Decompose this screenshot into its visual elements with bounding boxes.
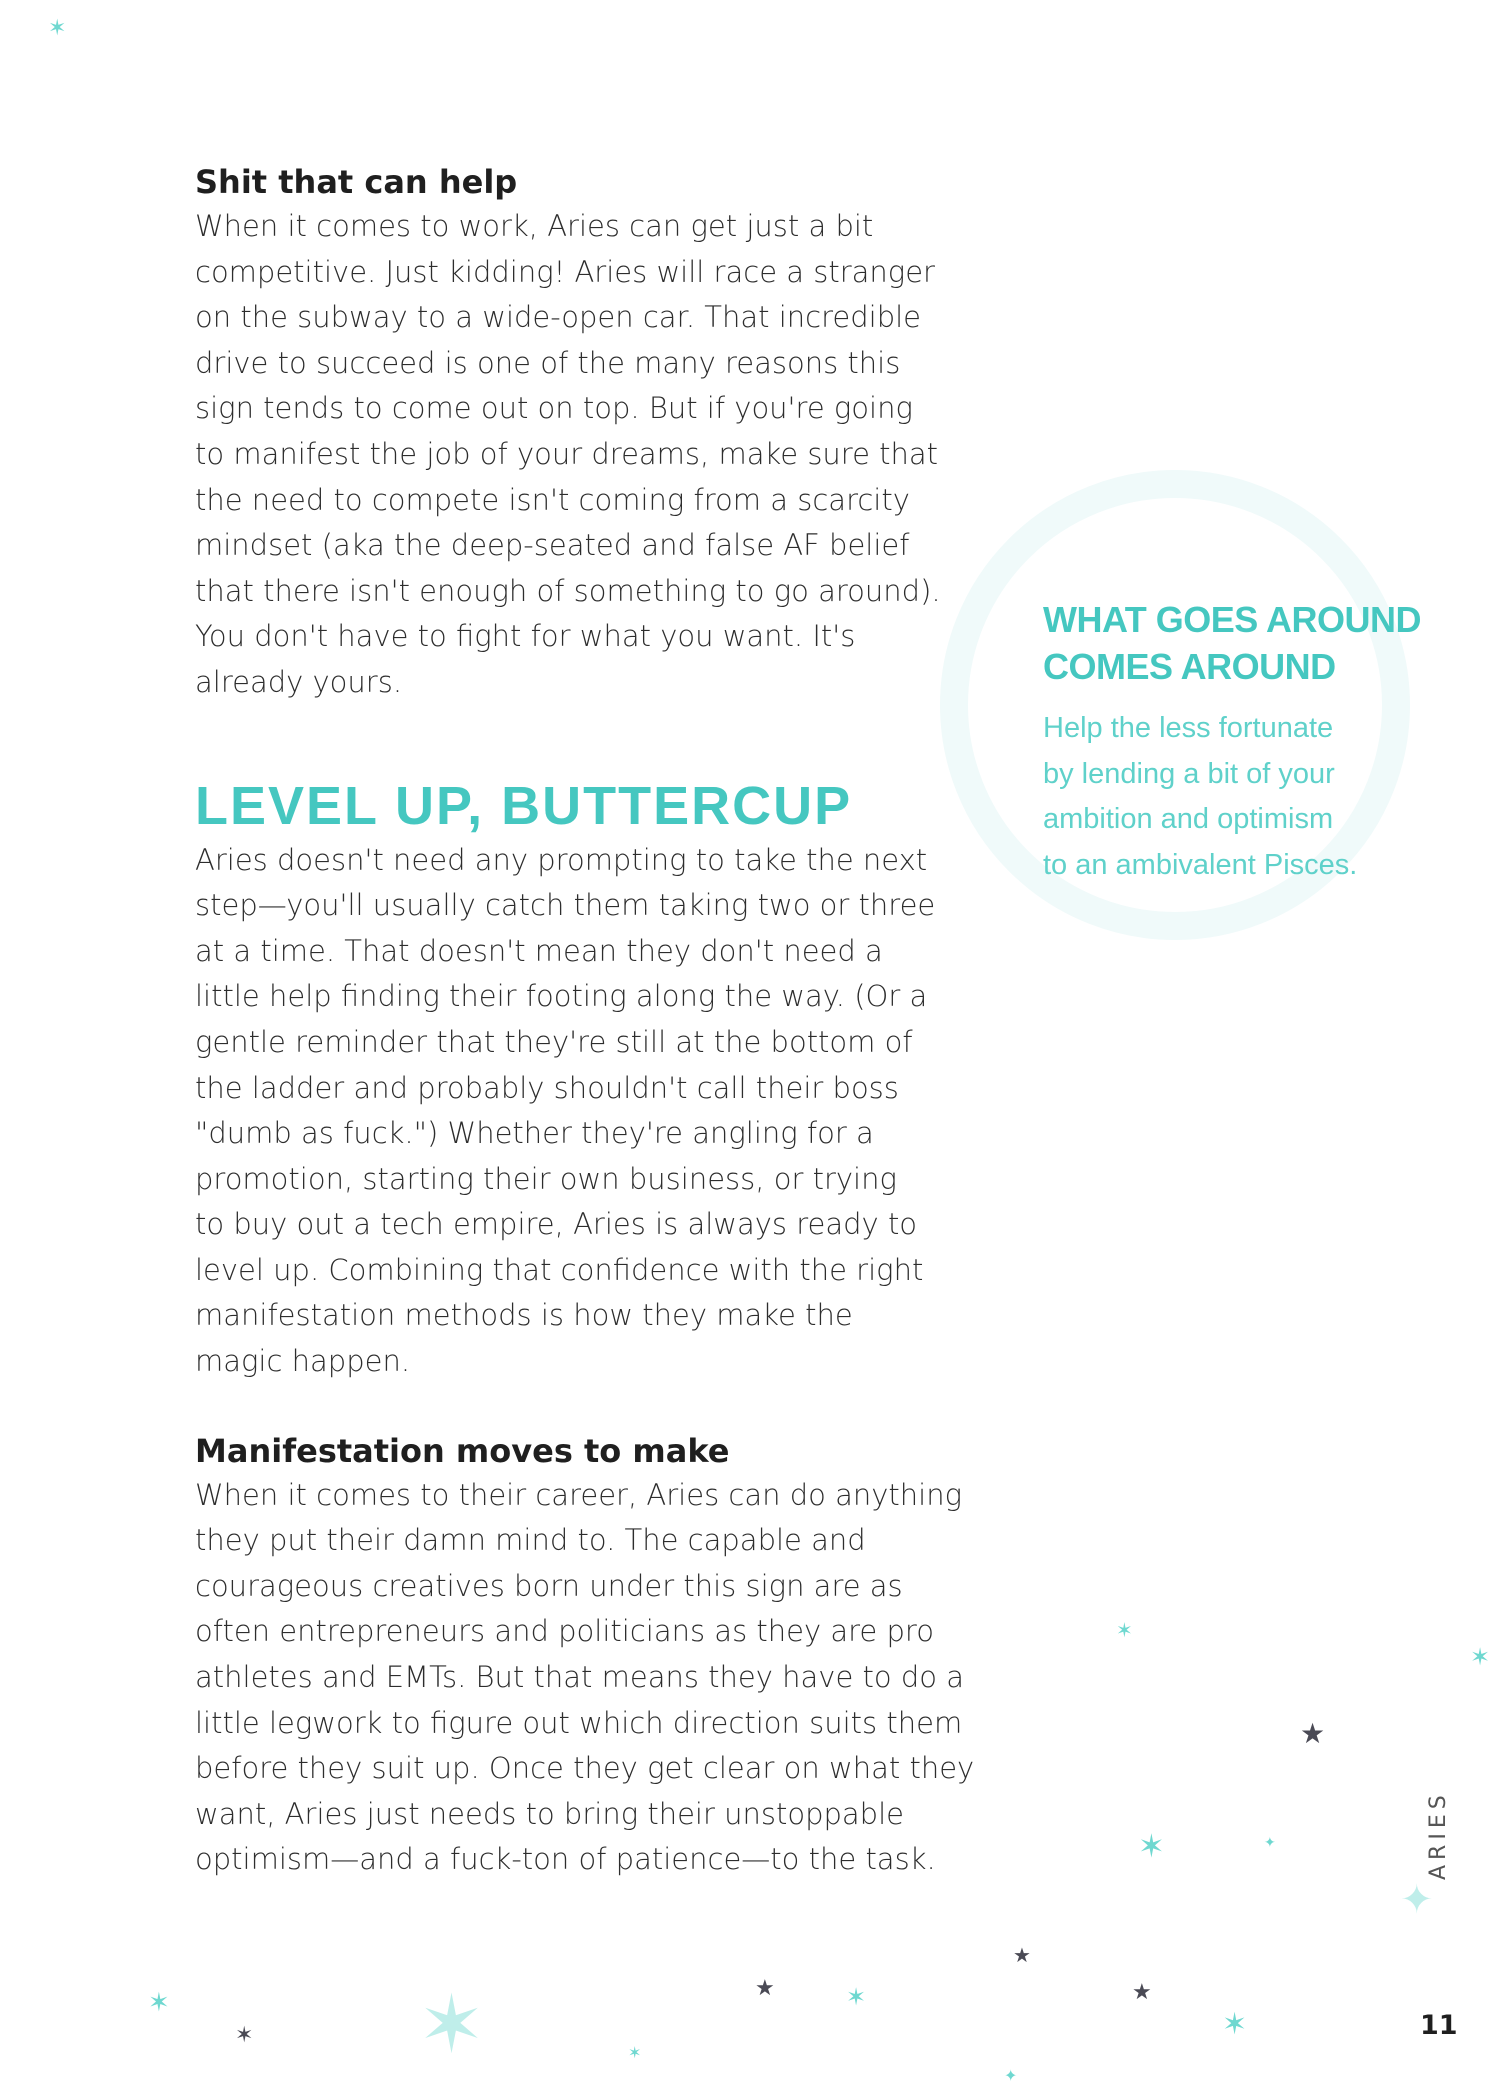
moves-line: When it comes to their career, Aries can do anything bbox=[195, 1477, 962, 1512]
moves-line: optimism—and a fuck-ton of patience—to the task. bbox=[195, 1842, 936, 1877]
star-icon: ✶ bbox=[1138, 1827, 1165, 1865]
star-icon: ✶ bbox=[1470, 1643, 1491, 1671]
level-up-line: "dumb as fuck.") Whether they're angling for a bbox=[195, 1116, 874, 1151]
help-line: to manifest the job of your dreams, make sure that bbox=[195, 436, 939, 471]
star-icon: ✶ bbox=[418, 1978, 486, 2071]
star-icon: ✦ bbox=[1264, 1835, 1276, 1851]
moves-line: courageous creatives born under this sign are as bbox=[195, 1568, 903, 1603]
star-icon: ✦ bbox=[1400, 1877, 1434, 1923]
moves-line: they put their damn mind to. The capable and bbox=[195, 1523, 866, 1558]
star-icon: ✶ bbox=[846, 1983, 867, 2011]
star-icon: ✶ bbox=[48, 16, 67, 41]
star-icon: ✶ bbox=[1116, 1618, 1133, 1642]
moves-line: little legwork to figure out which direction suits them bbox=[195, 1705, 963, 1740]
level-up-line: at a time. That doesn't mean they don't need a bbox=[195, 933, 883, 968]
moves-line: athletes and EMTs. But that means they have to do a bbox=[195, 1660, 964, 1695]
sidebar-body-line: by lending a bit of your bbox=[1043, 757, 1335, 790]
moves-line: often entrepreneurs and politicians as they are pro bbox=[195, 1614, 934, 1649]
help-line: competitive. Just kidding! Aries will race a stranger bbox=[195, 254, 935, 289]
help-paragraph bbox=[195, 204, 941, 706]
help-heading: Shit that can help bbox=[195, 163, 518, 201]
help-line: When it comes to work, Aries can get just a bit bbox=[195, 209, 874, 243]
star-icon: ✶ bbox=[628, 2043, 642, 2062]
sidebar-callout bbox=[1043, 596, 1421, 888]
help-line: on the subway to a wide-open car. That incredible bbox=[195, 300, 922, 335]
help-line: the need to compete isn't coming from a scarcity bbox=[195, 482, 910, 517]
level-up-line: magic happen. bbox=[195, 1344, 411, 1379]
moves-line: want, Aries just needs to bring their unstoppable bbox=[195, 1796, 904, 1831]
level-up-paragraph bbox=[195, 838, 935, 1385]
level-up-line: manifestation methods is how they make the bbox=[195, 1298, 853, 1333]
level-up-line: step—you'll usually catch them taking two or three bbox=[195, 888, 936, 923]
main-column bbox=[195, 160, 975, 1883]
level-up-line: level up. Combining that confidence with the right bbox=[195, 1252, 924, 1287]
help-line: drive to succeed is one of the many reasons this bbox=[195, 345, 901, 380]
sidebar-body bbox=[1043, 706, 1373, 888]
level-up-line: Aries doesn't need any prompting to take the next bbox=[195, 842, 928, 877]
level-up-line: little help finding their footing along the way. (Or a bbox=[195, 979, 928, 1014]
star-icon: ★ bbox=[1300, 1717, 1326, 1750]
star-icon: ★ bbox=[1013, 1943, 1031, 1967]
sidebar-heading-line: WHAT GOES AROUND bbox=[1043, 599, 1421, 640]
help-line: mindset (aka the deep-seated and false AF belief bbox=[195, 528, 910, 563]
moves-heading: Manifestation moves to make bbox=[195, 1431, 730, 1470]
help-line: sign tends to come out on top. But if you're going bbox=[195, 391, 913, 426]
level-up-line: the ladder and probably shouldn't call their boss bbox=[195, 1070, 899, 1105]
level-up-line: to buy out a tech empire, Aries is always ready to bbox=[195, 1207, 918, 1242]
level-up-line: gentle reminder that they're still at the bottom of bbox=[195, 1024, 913, 1059]
level-up-heading: LEVEL UP, BUTTERCUP bbox=[195, 775, 853, 836]
sidebar-body-line: to an ambivalent Pisces. bbox=[1043, 848, 1358, 881]
star-icon: ✦ bbox=[1004, 2066, 1018, 2085]
star-icon: ★ bbox=[1132, 1980, 1152, 2005]
level-up-line: promotion, starting their own business, or trying bbox=[195, 1161, 897, 1196]
help-line: already yours. bbox=[195, 664, 403, 699]
star-icon: ★ bbox=[755, 1976, 775, 2001]
sidebar-body-line: Help the less fortunate bbox=[1043, 712, 1334, 744]
help-line: You don't have to fight for what you want. It's bbox=[195, 619, 856, 654]
sidebar-body-line: ambition and optimism bbox=[1043, 803, 1334, 835]
moves-line: before they suit up. Once they get clear on what they bbox=[195, 1751, 975, 1786]
help-line: that there isn't enough of something to go around). bbox=[195, 573, 941, 608]
sidebar-heading-line: COMES AROUND bbox=[1043, 646, 1336, 687]
star-icon: ✶ bbox=[1222, 2007, 1248, 2042]
star-icon: ✶ bbox=[148, 1988, 170, 2018]
running-head: ARIES bbox=[1426, 1790, 1451, 1880]
page-number: 11 bbox=[1420, 2010, 1458, 2041]
sidebar-heading bbox=[1043, 596, 1421, 690]
star-icon: ✶ bbox=[235, 2023, 254, 2048]
moves-paragraph bbox=[195, 1473, 975, 1883]
